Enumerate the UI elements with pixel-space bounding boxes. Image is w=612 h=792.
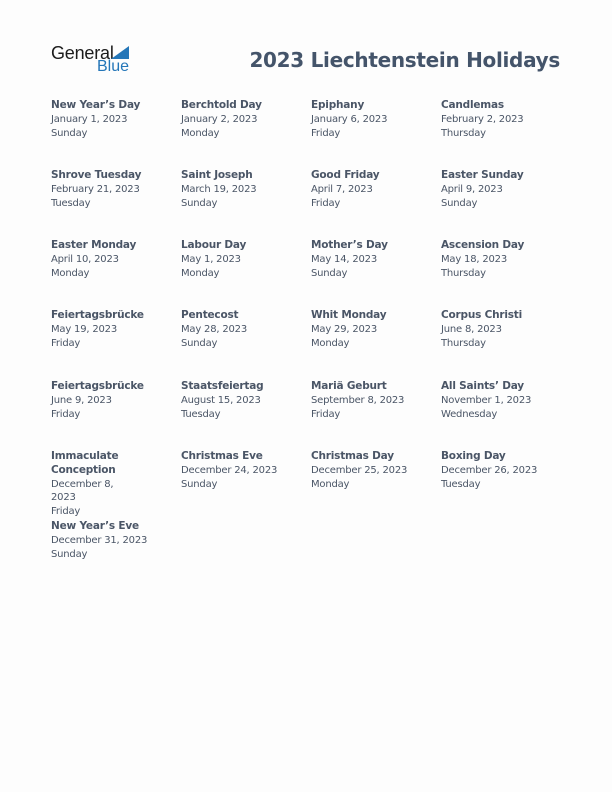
holiday-day: Monday xyxy=(181,268,220,279)
holiday-day: Sunday xyxy=(181,479,218,490)
page-title: 2023 Liechtenstein Holidays xyxy=(249,48,560,72)
holiday-day: Tuesday xyxy=(441,479,481,490)
holiday-item xyxy=(441,168,566,210)
holiday-item xyxy=(51,379,176,421)
holiday-day: Sunday xyxy=(311,268,348,279)
holiday-date: February 2, 2023 xyxy=(441,114,524,125)
holiday-date: May 1, 2023 xyxy=(181,254,241,265)
holiday-item xyxy=(51,519,176,561)
holiday-day: Friday xyxy=(311,198,341,209)
holiday-name: Corpus Christi xyxy=(441,309,523,321)
holiday-date: March 19, 2023 xyxy=(181,184,257,195)
holiday-item xyxy=(311,238,436,280)
holiday-date: June 8, 2023 xyxy=(441,324,502,335)
holiday-name: Berchtold Day xyxy=(181,99,262,111)
holiday-date: May 19, 2023 xyxy=(51,324,117,335)
holiday-item xyxy=(181,449,306,491)
holiday-item xyxy=(311,308,436,350)
holiday-name: Immaculate Conception xyxy=(51,450,119,476)
holiday-date: May 29, 2023 xyxy=(311,324,377,335)
holiday-date: January 2, 2023 xyxy=(181,114,258,125)
holiday-date: December 26, 2023 xyxy=(441,465,538,476)
holiday-name: Feiertagsbrücke xyxy=(51,309,144,321)
holiday-item xyxy=(181,238,306,280)
holiday-item xyxy=(441,449,566,491)
holiday-name: Mariä Geburt xyxy=(311,380,387,392)
holiday-name: Staatsfeiertag xyxy=(181,380,264,392)
holiday-name: Epiphany xyxy=(311,99,365,111)
holiday-date: August 15, 2023 xyxy=(181,395,261,406)
holiday-day: Sunday xyxy=(181,198,218,209)
holiday-day: Wednesday xyxy=(441,409,498,420)
holiday-name: Ascension Day xyxy=(441,239,525,251)
holiday-name: Easter Monday xyxy=(51,239,137,251)
holiday-item xyxy=(181,379,306,421)
generalblue-logo xyxy=(51,43,141,79)
holiday-day: Sunday xyxy=(441,198,478,209)
holiday-item xyxy=(51,168,176,210)
holiday-day: Thursday xyxy=(441,128,486,139)
holiday-item xyxy=(181,98,306,140)
holiday-day: Monday xyxy=(311,479,350,490)
holiday-day: Tuesday xyxy=(51,198,91,209)
holiday-date: December 24, 2023 xyxy=(181,465,278,476)
holiday-date: May 18, 2023 xyxy=(441,254,507,265)
holiday-date: April 9, 2023 xyxy=(441,184,503,195)
holiday-item xyxy=(441,308,566,350)
logo-word-blue: Blue xyxy=(97,58,130,75)
holiday-item xyxy=(51,98,176,140)
holiday-name: Christmas Day xyxy=(311,450,394,462)
holiday-day: Tuesday xyxy=(181,409,221,420)
holiday-item xyxy=(51,449,136,518)
holiday-item xyxy=(441,379,566,421)
holiday-name: Feiertagsbrücke xyxy=(51,380,144,392)
holiday-date: February 21, 2023 xyxy=(51,184,140,195)
holiday-name: Mother’s Day xyxy=(311,239,388,251)
holiday-name: Christmas Eve xyxy=(181,450,263,462)
holiday-day: Friday xyxy=(311,128,341,139)
holiday-day: Friday xyxy=(51,409,81,420)
holiday-day: Monday xyxy=(181,128,220,139)
holiday-item xyxy=(441,238,566,280)
holiday-date: December 8, 2023 xyxy=(51,479,114,503)
holiday-item xyxy=(311,379,436,421)
holiday-date: September 8, 2023 xyxy=(311,395,405,406)
holiday-item xyxy=(51,238,176,280)
holiday-name: New Year’s Eve xyxy=(51,520,139,532)
holiday-name: All Saints’ Day xyxy=(441,380,524,392)
holiday-day: Monday xyxy=(311,338,350,349)
holiday-item xyxy=(311,449,436,491)
holiday-day: Sunday xyxy=(51,128,88,139)
holiday-item xyxy=(181,308,306,350)
holiday-name: Good Friday xyxy=(311,169,380,181)
holiday-item xyxy=(51,308,176,350)
holiday-name: New Year’s Day xyxy=(51,99,141,111)
holiday-date: January 1, 2023 xyxy=(51,114,128,125)
holiday-date: December 31, 2023 xyxy=(51,535,148,546)
holiday-date: May 28, 2023 xyxy=(181,324,247,335)
holiday-day: Sunday xyxy=(51,549,88,560)
holiday-item xyxy=(311,168,436,210)
holiday-name: Shrove Tuesday xyxy=(51,169,142,181)
holiday-day: Friday xyxy=(311,409,341,420)
holiday-date: May 14, 2023 xyxy=(311,254,377,265)
holiday-day: Friday xyxy=(51,506,81,517)
holiday-date: December 25, 2023 xyxy=(311,465,408,476)
holiday-day: Thursday xyxy=(441,268,486,279)
holiday-day: Monday xyxy=(51,268,90,279)
holiday-name: Saint Joseph xyxy=(181,169,253,181)
holiday-day: Thursday xyxy=(441,338,486,349)
holiday-name: Pentecost xyxy=(181,309,239,321)
holiday-date: January 6, 2023 xyxy=(311,114,388,125)
holiday-name: Candlemas xyxy=(441,99,504,111)
holiday-date: June 9, 2023 xyxy=(51,395,112,406)
holiday-item xyxy=(311,98,436,140)
holiday-name: Whit Monday xyxy=(311,309,387,321)
holiday-item xyxy=(181,168,306,210)
holiday-date: November 1, 2023 xyxy=(441,395,532,406)
holiday-day: Sunday xyxy=(181,338,218,349)
holiday-name: Labour Day xyxy=(181,239,247,251)
holiday-date: April 7, 2023 xyxy=(311,184,373,195)
logo-word-general: General xyxy=(51,43,114,63)
holiday-day: Friday xyxy=(51,338,81,349)
holiday-name: Boxing Day xyxy=(441,450,506,462)
holiday-name: Easter Sunday xyxy=(441,169,524,181)
holiday-date: April 10, 2023 xyxy=(51,254,119,265)
holiday-item xyxy=(441,98,566,140)
